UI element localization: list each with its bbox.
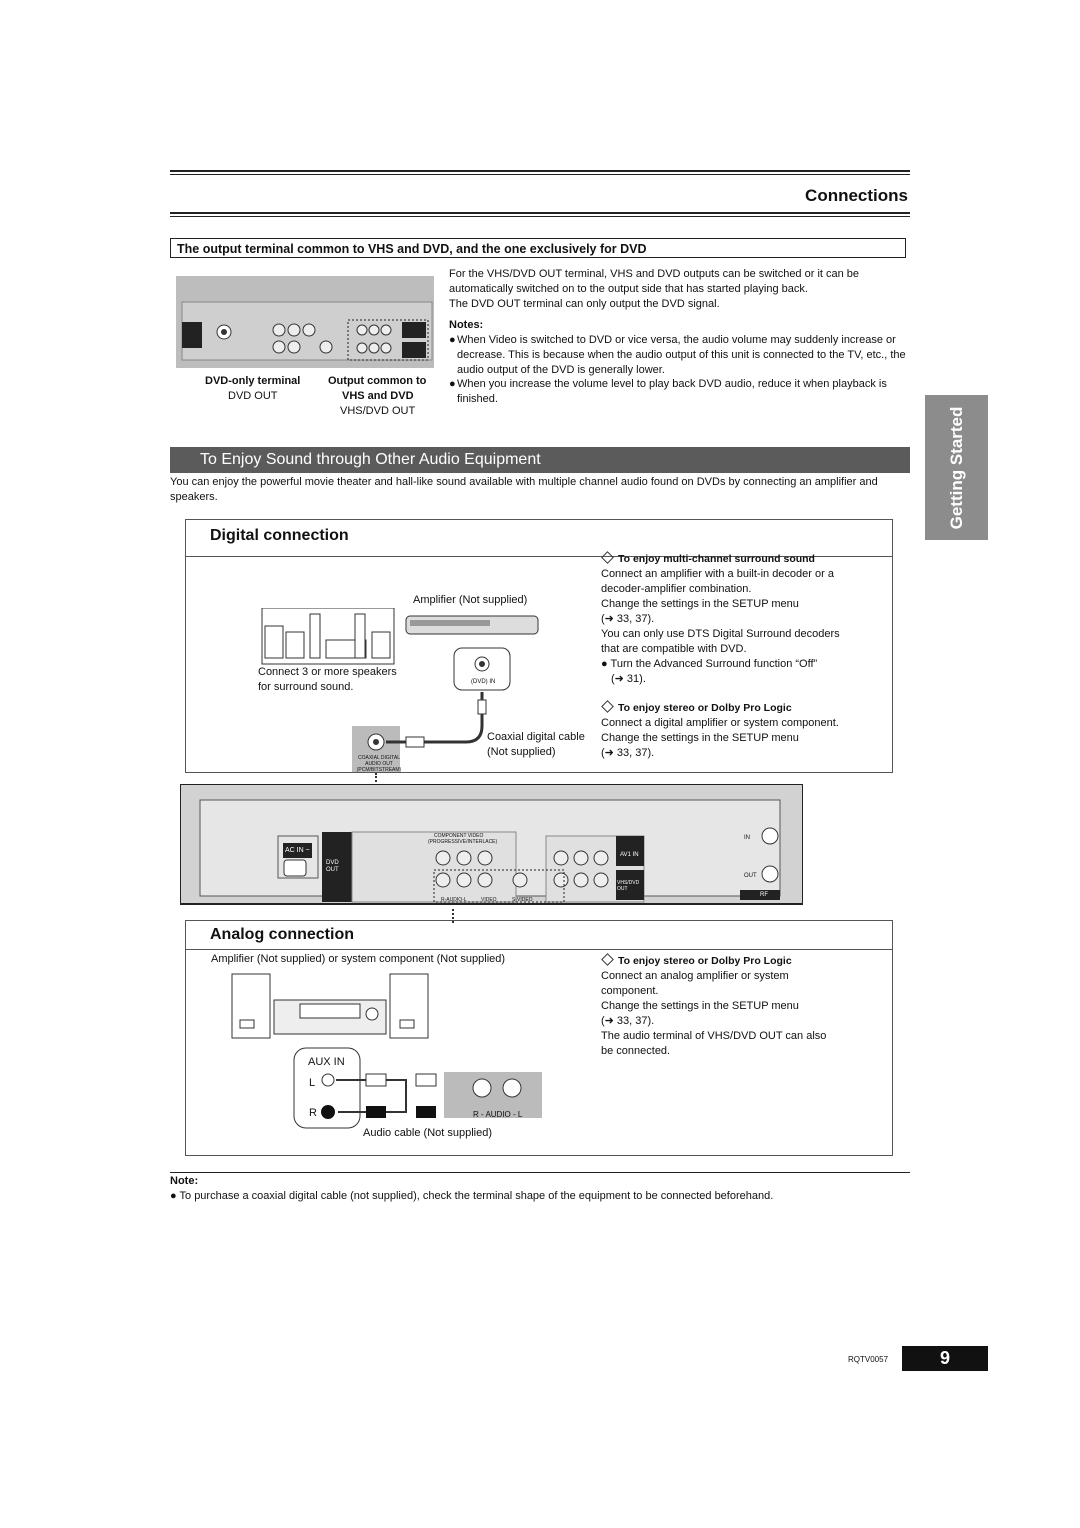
surround-heading [603,552,815,567]
speakers-label-2: for surround sound. [258,681,354,693]
digital-amp-label: Amplifier (Not supplied) [413,594,528,606]
surround-line-5: You can only use DTS Digital Surround decoders [601,628,840,640]
stereo-heading [603,701,792,716]
note-2 [449,377,909,407]
page-title: Connections [805,186,908,205]
analog-line-5: The audio terminal of VHS/DVD OUT can also [601,1030,827,1042]
coax-label-2: AUDIO OUT [365,761,393,767]
section1-para1: For the VHS/DVD OUT terminal, VHS and DVD outputs can be switched or it can be automatically switched on to the output side that has started playing back. [449,268,860,295]
coax-cable-not-supplied: (Not supplied) [487,746,556,758]
aux-in-label: AUX IN [308,1056,345,1068]
common-label-1: Output common to [328,375,427,387]
rf-label: RF [760,892,768,898]
surround-line-3: Change the settings in the SETUP menu [601,598,799,610]
stereo-heading-text: To enjoy stereo or Dolby Pro Logic [618,702,792,714]
analog-line-3: Change the settings in the SETUP menu [601,1000,799,1012]
analog-line-1: Connect an analog amplifier or system [601,970,789,982]
section-banner: To Enjoy Sound through Other Audio Equipment [170,447,910,473]
footer-note-label: Note: [170,1175,199,1187]
header-rule-top [170,170,910,175]
dvd-in-label: (DVD) IN [471,679,496,685]
surround-line-4: (➜ 33, 37). [601,613,655,625]
analog-line-6: be connected. [601,1045,671,1057]
side-tab-label: Getting Started [946,406,966,529]
note-1 [449,333,909,378]
digital-title: Digital connection [210,527,349,544]
out-label: OUT [744,873,757,879]
surround-line-6: that are compatible with DVD. [601,643,747,655]
coax-label-3: (PCM/BITSTREAM) [356,767,402,773]
section-heading: The output terminal common to VHS and DVD, and the one exclusively for DVD [170,238,906,258]
analog-amp-label: Amplifier (Not supplied) or system component (Not supplied) [211,953,506,965]
note-1-text: When Video is switched to DVD or vice versa, the audio volume may suddenly increase or decrease. This is because when the audio output of this unit is connected to the TV, etc., the audio output of the DVD is generally lower. [457,334,906,376]
side-tab [925,395,988,540]
section1-para2: The DVD OUT terminal can only output the DVD signal. [449,298,720,310]
av1-in-label: AV1 IN [620,852,639,858]
diamond-icon [601,953,614,966]
dvd-only-label: DVD-only terminal [205,375,301,387]
vhsdvd-out-label: VHS/DVD OUT [340,405,416,417]
rear-dvd-out-label: DVD OUT [326,860,339,873]
notes-label: Notes: [449,319,484,331]
bullet-icon: ● [449,334,456,346]
stereo-line-3: (➜ 33, 37). [601,747,655,759]
audio-cable-label: Audio cable (Not supplied) [363,1127,493,1139]
diamond-icon [601,700,614,713]
intro-text: You can enjoy the powerful movie theater and hall-like sound available with multiple channel audio found on DVDs by connecting an amplifier and speakers. [170,476,878,503]
diamond-icon [601,551,614,564]
note-2-text: When you increase the volume level to play back DVD audio, reduce it when playback is finished. [457,378,887,405]
output-terminals-illustration [176,276,434,368]
coax-cable-label: Coaxial digital cable [487,731,585,743]
surround-line-1: Connect an amplifier with a built-in decoder or a [601,568,834,580]
s-video-label: S-VIDEO [512,897,533,903]
rear-audio-label: R-AUDIO-L [441,897,467,903]
surround-line-7: ● Turn the Advanced Surround function “Off” [601,658,818,670]
component-label: COMPONENT VIDEO [434,833,484,839]
coax-out-label [355,755,403,773]
bullet-icon: ● [449,378,456,390]
footer-note-text: To purchase a coaxial digital cable (not supplied), check the terminal shape of the equipment to be connected beforehand. [179,1190,774,1202]
in-label: IN [744,835,750,841]
rear-video-label: VIDEO [481,897,497,903]
doc-code: RQTV0057 [848,1355,889,1364]
dvd-out-label: DVD OUT [228,390,278,402]
analog-title: Analog connection [210,926,354,943]
stereo-line-1: Connect a digital amplifier or system component. [601,717,839,729]
surround-line-2: decoder-amplifier combination. [601,583,752,595]
analog-stereo-heading-text: To enjoy stereo or Dolby Pro Logic [618,955,792,967]
footer-note: ● To purchase a coaxial digital cable (not supplied), check the terminal shape of the equipment to be connected beforehand. [170,1190,774,1202]
aux-l-label: L [309,1077,316,1089]
surround-heading-text: To enjoy multi-channel surround sound [618,553,815,565]
ac-in-label: AC IN ~ [283,843,312,858]
rear-panel [180,784,803,909]
common-label-2: VHS and DVD [342,390,414,402]
coax-label-1: COAXIAL DIGITAL [358,755,400,761]
surround-line-8: (➜ 31). [611,673,646,685]
stereo-line-2: Change the settings in the SETUP menu [601,732,799,744]
rear-audio-terminal-label: R - AUDIO - L [473,1110,523,1119]
speakers-label-1: Connect 3 or more speakers [258,666,397,678]
aux-r-label: R [309,1107,317,1119]
page-number: 9 [902,1346,988,1371]
vhsdvd-out-rear-label: VHS/DVD OUT [617,880,640,892]
analog-line-2: component. [601,985,659,997]
progressive-label: (PROGRESSIVE/INTERLACE) [428,839,498,845]
header-rule-bottom [170,212,910,217]
surround-line-7-text: Turn the Advanced Surround function “Off” [610,658,818,670]
analog-line-4: (➜ 33, 37). [601,1015,655,1027]
analog-stereo-heading [603,954,792,969]
footer-rule [170,1172,910,1173]
